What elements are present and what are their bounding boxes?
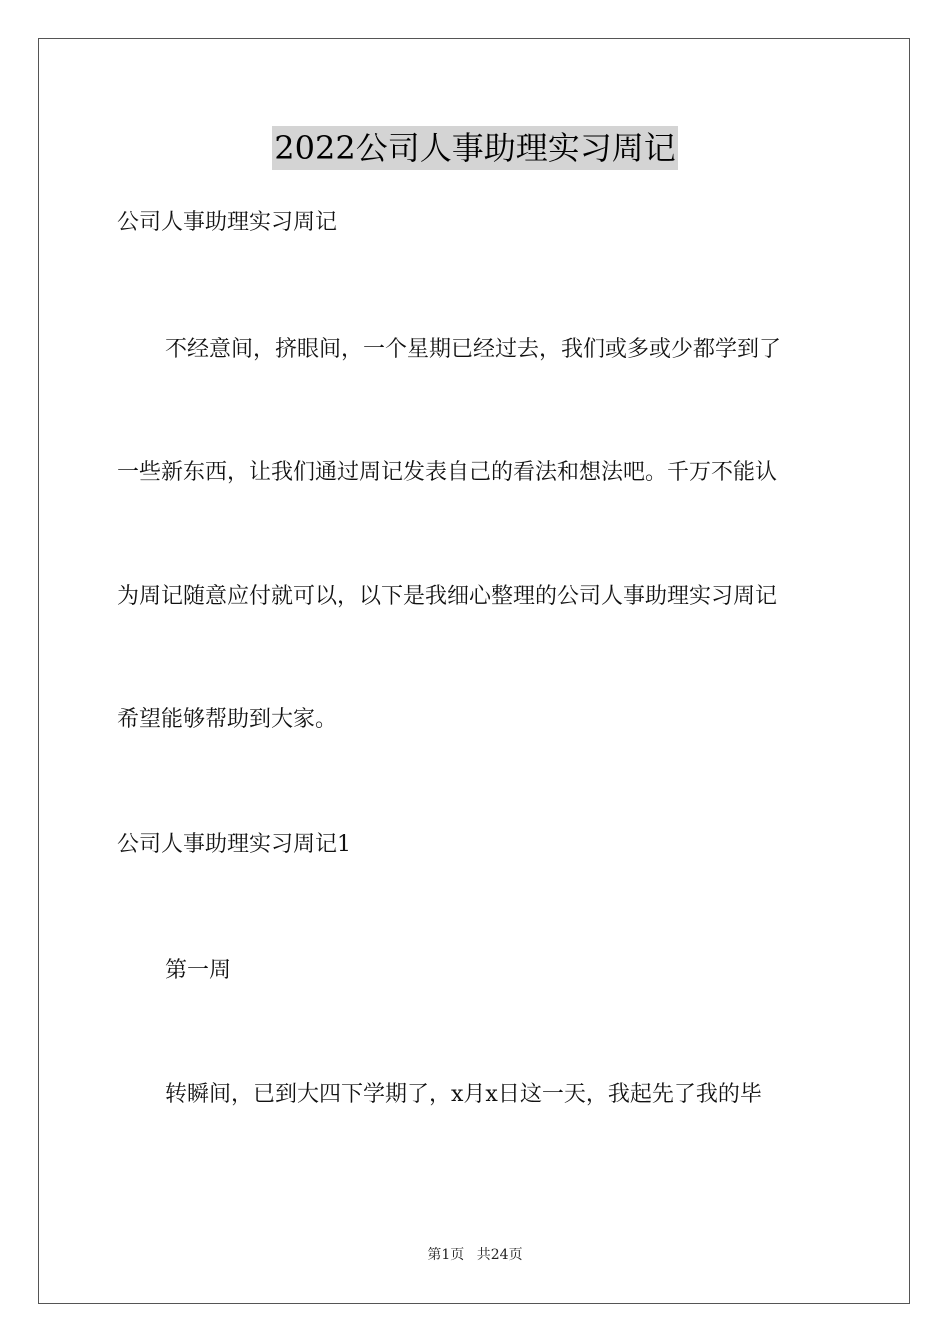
body-line: 转瞬间，已到大四下学期了，x月x日这一天，我起先了我的毕 [165,1082,762,1107]
paragraph-line: 希望能够帮助到大家。 [117,707,338,732]
paragraph-line: 为周记随意应付就可以，以下是我细心整理的公司人事助理实习周记 [117,584,778,609]
paragraph-line: 不经意间，挤眼间，一个星期已经过去，我们或多或少都学到了 [165,337,782,362]
document-title: 2022公司人事助理实习周记 [272,126,677,170]
paragraph-line: 一些新东西，让我们通过周记发表自己的看法和想法吧。千万不能认 [117,460,778,485]
week-label: 第一周 [165,958,232,983]
document-subtitle: 公司人事助理实习周记 [117,210,338,235]
page-total: 共24页 [476,1247,523,1263]
page-footer [0,1245,950,1265]
title-container [0,126,950,170]
section-heading: 公司人事助理实习周记1 [117,832,351,857]
page-number: 第1页 [427,1247,465,1263]
